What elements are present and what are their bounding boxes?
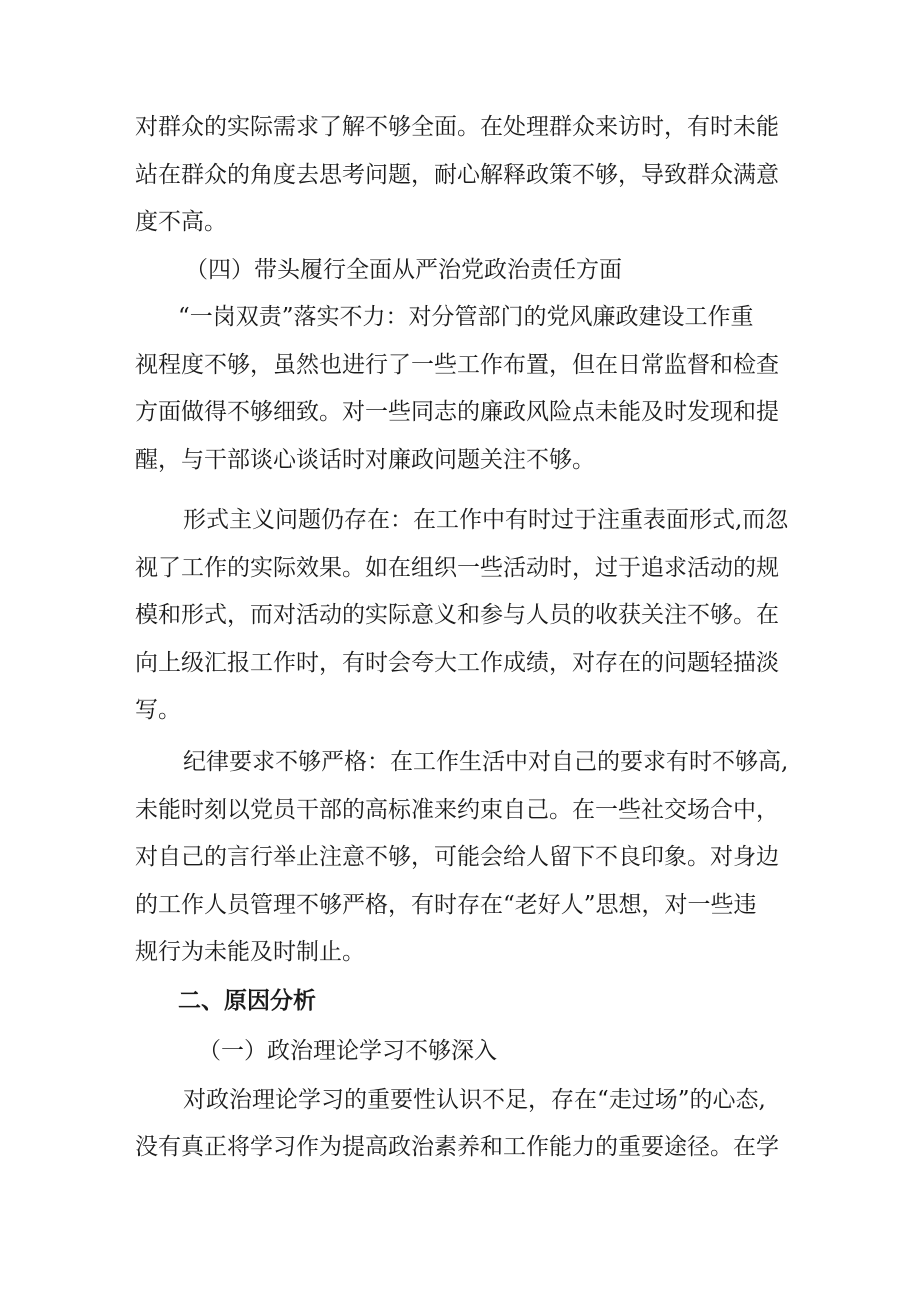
paragraph-first-line: 形式主义问题仍存在：在工作中有时过于注重表面形式,而忽 — [183, 507, 789, 533]
section-heading: （一）政治理论学习不够深入 — [198, 1038, 497, 1064]
body-text-line: 的工作人员管理不够严格，有时存在“老好人”思想，对一些违 — [135, 892, 757, 918]
body-text-line: 对自己的言行举止注意不够，可能会给人留下不良印象。对身边 — [135, 844, 779, 870]
body-text-line: 方面做得不够细致。对一些同志的廉政风险点未能及时发现和提 — [135, 399, 779, 425]
body-text-line: 站在群众的角度去思考问题，耐心解释政策不够，导致群众满意 — [135, 162, 779, 188]
body-text-line: 模和形式，而对活动的实际意义和参与人员的收获关注不够。在 — [135, 602, 779, 628]
body-text-line: 没有真正将学习作为提高政治素养和工作能力的重要途径。在学 — [135, 1134, 779, 1160]
body-text-line: 视了工作的实际效果。如在组织一些活动时，过于追求活动的规 — [135, 555, 779, 581]
chapter-heading: 二、原因分析 — [178, 988, 316, 1014]
paragraph-first-line: “一岗双责”落实不力：对分管部门的党风廉政建设工作重 — [178, 304, 754, 330]
body-text-line: 对群众的实际需求了解不够全面。在处理群众来访时，有时未能 — [135, 114, 779, 140]
body-text-line: 度不高。 — [135, 209, 227, 235]
body-text-line: 醒，与干部谈心谈话时对廉政问题关注不够。 — [135, 447, 595, 473]
body-text-line: 向上级汇报工作时，有时会夸大工作成绩，对存在的问题轻描淡 — [135, 650, 779, 676]
body-text-line: 未能时刻以党员干部的高标准来约束自己。在一些社交场合中， — [135, 797, 779, 823]
paragraph-first-line: 对政治理论学习的重要性认识不足，存在“走过场”的心态, — [183, 1087, 766, 1113]
body-text-line: 规行为未能及时制止。 — [135, 939, 365, 965]
body-text-line: 写。 — [135, 697, 181, 723]
section-heading: （四）带头履行全面从严治党政治责任方面 — [185, 257, 622, 283]
paragraph-first-line: 纪律要求不够严格：在工作生活中对自己的要求有时不够高, — [183, 749, 789, 775]
body-text-line: 视程度不够，虽然也进行了一些工作布置，但在日常监督和检查 — [135, 352, 779, 378]
